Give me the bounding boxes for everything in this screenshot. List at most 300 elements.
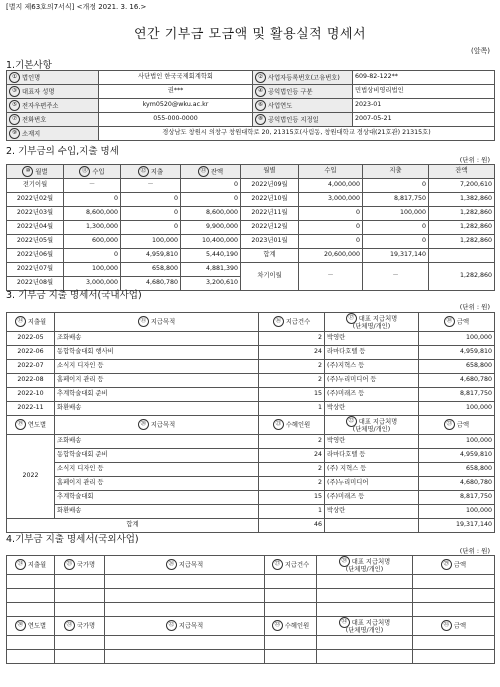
col-header-balance-text: 잔액 (210, 168, 224, 176)
income-cell: 0 (299, 221, 363, 235)
month-cell: 2023년01월 (241, 235, 299, 249)
item-number-label: ⑨ (9, 128, 20, 139)
overseas-unit-label: (단위 : 원) (459, 547, 490, 555)
item-number-label: ⑱ (444, 316, 455, 327)
count-cell: 2 (259, 373, 325, 387)
item-number-label: ① (9, 72, 20, 83)
col-header-recipient (317, 616, 413, 635)
overseas-empty-row (7, 574, 495, 588)
domestic-yearly-row (7, 462, 495, 476)
col-header-recipient (325, 415, 419, 434)
purpose-cell: 홈페이지 관리 등 (55, 373, 259, 387)
form-header-note: [별지 제63호의7서식] <개정 2021. 3. 16.> (6, 3, 147, 11)
empty-cell (317, 635, 413, 649)
income-unit-label: (단위 : 원) (459, 156, 490, 164)
amount-cell: 100,000 (419, 434, 495, 448)
empty-cell (265, 588, 317, 602)
count-cell: 1 (259, 504, 325, 518)
item-number-label: ⑩ (22, 166, 33, 177)
count-cell: 2 (259, 331, 325, 345)
total-label: 합계 (7, 518, 259, 532)
expense-cell: 8,817,750 (363, 193, 429, 207)
expense-cell: 0 (121, 207, 181, 221)
info-label (253, 113, 353, 127)
income-cell: 1,300,000 (64, 221, 121, 235)
col-header-purpose (55, 313, 259, 332)
col-header-recipient-text: 대표 지급처명 (단체명/개인) (352, 315, 398, 330)
domestic-row (7, 345, 495, 359)
expense-cell: 4,959,810 (121, 249, 181, 263)
address-value: 경상남도 창원시 의창구 창원대학로 20, 21315호(사림동, 창원대학교 경상대(21호관) 21315호) (99, 127, 495, 141)
col-header-income-text: 수입 (324, 167, 337, 175)
item-number-label: ⑰ (346, 313, 357, 324)
income-expense-table (6, 164, 495, 291)
month-cell: 2022년10월 (241, 193, 299, 207)
total-count: 46 (259, 518, 325, 532)
income-cell: 4,000,000 (299, 179, 363, 193)
empty-cell (105, 588, 265, 602)
carryover-balance: 1,282,860 (429, 263, 495, 291)
empty-cell (105, 649, 265, 663)
domestic-unit-label: (단위 : 원) (459, 303, 490, 311)
basic-info-table (6, 70, 495, 141)
purpose-cell: 화환배송 (55, 401, 259, 415)
expense-cell: 0 (363, 221, 429, 235)
item-number-label: ⑧ (255, 114, 266, 125)
count-cell: 1 (259, 401, 325, 415)
col-header-expense (121, 165, 181, 179)
col-header-year-text: 연도별 (27, 421, 47, 429)
item-number-label: ㉝ (272, 620, 283, 631)
col-header-beneficiaries (265, 616, 317, 635)
item-number-label: ㉚ (15, 620, 26, 631)
balance-cell: 3,200,610 (181, 277, 241, 291)
item-number-label: ② (255, 72, 266, 83)
domestic-yearly-row (7, 448, 495, 462)
total-balance (429, 249, 495, 263)
empty-cell (265, 574, 317, 588)
overseas-empty-row (7, 588, 495, 602)
col-header-country-text: 국가명 (76, 561, 96, 569)
info-label-text: 대표자 성명 (22, 88, 55, 96)
empty-cell (7, 588, 55, 602)
item-number-label: ㉓ (444, 419, 455, 430)
col-header-amount (413, 616, 495, 635)
domestic-expense-table (6, 312, 495, 533)
item-number-label: ④ (255, 86, 266, 97)
col-header-amount (419, 313, 495, 332)
recipient-cell: 라마다호텔 등 (325, 448, 419, 462)
amount-cell: 4,959,810 (419, 345, 495, 359)
income-header-row (7, 165, 495, 179)
income-row (7, 235, 495, 249)
expense-cell: 0 (121, 193, 181, 207)
info-value: 민법상비영리법인 (353, 85, 495, 99)
empty-cell (105, 635, 265, 649)
col-header-month (7, 556, 55, 575)
income-row (7, 193, 495, 207)
col-header-amount-text: 금액 (453, 561, 467, 569)
domestic-yearly-header-row (7, 415, 495, 434)
carryover-expense: － (363, 263, 429, 291)
recipient-cell: (주)누리미디어 (325, 476, 419, 490)
balance-cell: 10,400,000 (181, 235, 241, 249)
col-header-purpose (105, 556, 265, 575)
month-cell: 2022년05월 (7, 235, 64, 249)
month-cell: 2022-06 (7, 345, 55, 359)
empty-cell (265, 649, 317, 663)
col-header-balance (181, 165, 241, 179)
item-number-label: ㉕ (64, 559, 75, 570)
col-header-purpose-text: 지급목적 (150, 421, 176, 429)
income-row (7, 179, 495, 193)
item-number-label: ⑭ (15, 316, 26, 327)
domestic-yearly-row (7, 434, 495, 448)
col-header-balance (429, 165, 495, 179)
address-row (7, 127, 495, 141)
empty-cell (413, 574, 495, 588)
address-label-text: 소재지 (22, 130, 41, 138)
empty-cell (55, 574, 105, 588)
domestic-yearly-row (7, 490, 495, 504)
income-cell: 8,600,000 (64, 207, 121, 221)
balance-cell: 1,382,860 (429, 193, 495, 207)
month-cell: 2022년11월 (241, 207, 299, 221)
balance-cell: 5,440,190 (181, 249, 241, 263)
col-header-amount-text: 금액 (456, 421, 470, 429)
total-expense: 19,317,140 (363, 249, 429, 263)
info-value: kym0520@wku.ac.kr (99, 99, 253, 113)
col-header-expense-text: 지출 (389, 167, 402, 175)
col-header-balance-text: 잔액 (455, 167, 468, 175)
count-cell: 2 (259, 476, 325, 490)
carryover-income: － (299, 263, 363, 291)
section-domestic-title: 3. 기부금 지출 명세서(국내사업) (6, 290, 142, 301)
recipient-cell: 박상란 (325, 401, 419, 415)
total-empty (325, 518, 419, 532)
page-side-label: (앞쪽) (471, 47, 490, 55)
amount-cell: 4,680,780 (419, 476, 495, 490)
count-cell: 24 (259, 345, 325, 359)
balance-cell: 7,200,610 (429, 179, 495, 193)
info-label (7, 113, 99, 127)
domestic-row (7, 331, 495, 345)
item-number-label: ㉖ (166, 559, 177, 570)
info-label (7, 71, 99, 85)
info-label-text: 법인명 (22, 74, 41, 82)
expense-cell: 0 (121, 221, 181, 235)
income-cell: 0 (299, 235, 363, 249)
purpose-cell: 조화배송 (55, 434, 259, 448)
col-header-month-text: 지출월 (27, 318, 47, 326)
section-overseas-title: 4.기부금 지출 명세서(국외사업) (6, 534, 139, 545)
income-cell: 0 (299, 207, 363, 221)
income-row (7, 207, 495, 221)
info-label-text: 전자우편주소 (22, 102, 59, 110)
col-header-count (259, 313, 325, 332)
info-label (253, 85, 353, 99)
empty-cell (317, 602, 413, 616)
balance-cell: 1,282,860 (429, 207, 495, 221)
recipient-cell: (주)누리미디어 등 (325, 373, 419, 387)
item-number-label: ㉛ (64, 620, 75, 631)
empty-cell (55, 635, 105, 649)
empty-cell (265, 635, 317, 649)
income-row (7, 249, 495, 263)
col-header-country (55, 556, 105, 575)
item-number-label: ㉜ (166, 620, 177, 631)
recipient-cell: (주) 지혁스 등 (325, 462, 419, 476)
amount-cell: 100,000 (419, 401, 495, 415)
info-value: 055-000-0000 (99, 113, 253, 127)
col-header-purpose-text: 지급목적 (150, 318, 176, 326)
col-header-year (7, 415, 55, 434)
amount-cell: 4,680,780 (419, 373, 495, 387)
amount-cell: 4,959,810 (419, 448, 495, 462)
col-header-year (7, 616, 55, 635)
recipient-cell: 박영란 (325, 331, 419, 345)
info-value: 권*** (99, 85, 253, 99)
item-number-label: ⑪ (79, 166, 90, 177)
balance-cell: 4,881,390 (181, 263, 241, 277)
domestic-yearly-row (7, 476, 495, 490)
info-label (253, 71, 353, 85)
overseas-expense-table (6, 555, 495, 664)
purpose-cell: 홈페이지 관리 등 (55, 476, 259, 490)
item-number-label: ⑦ (9, 114, 20, 125)
item-number-label: ㉑ (273, 419, 284, 430)
info-label (253, 99, 353, 113)
purpose-cell: 화환배송 (55, 504, 259, 518)
col-header-month (241, 165, 299, 179)
recipient-cell: 박영란 (325, 434, 419, 448)
col-header-month (7, 165, 64, 179)
empty-cell (55, 602, 105, 616)
domestic-row (7, 401, 495, 415)
month-cell: 2022-10 (7, 387, 55, 401)
purpose-cell: 소식지 디자인 등 (55, 462, 259, 476)
month-cell: 2022년06월 (7, 249, 64, 263)
amount-cell: 8,817,750 (419, 387, 495, 401)
empty-cell (265, 602, 317, 616)
amount-cell: 8,817,750 (419, 490, 495, 504)
income-cell: 0 (64, 249, 121, 263)
purpose-cell: 동합학술대회 행사비 (55, 345, 259, 359)
domestic-header-row (7, 313, 495, 332)
domestic-yearly-row (7, 504, 495, 518)
col-header-amount (419, 415, 495, 434)
info-value: 2007-05-21 (353, 113, 495, 127)
item-number-label: ⑤ (9, 100, 20, 111)
purpose-cell: 동합학술대회 준비 (55, 448, 259, 462)
section-basic-title: 1.기본사항 (6, 60, 52, 71)
col-header-country (55, 616, 105, 635)
count-cell: 2 (259, 462, 325, 476)
count-cell: 15 (259, 387, 325, 401)
item-number-label: ⑮ (138, 316, 149, 327)
col-header-expense-text: 지출 (150, 168, 164, 176)
domestic-row (7, 373, 495, 387)
empty-cell (55, 588, 105, 602)
month-cell: 2022년12월 (241, 221, 299, 235)
empty-cell (413, 602, 495, 616)
col-header-purpose-text: 지급목적 (178, 622, 204, 630)
month-cell: 2022-11 (7, 401, 55, 415)
amount-cell: 100,000 (419, 504, 495, 518)
info-label-text: 전화번호 (22, 116, 47, 124)
empty-cell (317, 574, 413, 588)
income-cell: 3,000,000 (299, 193, 363, 207)
col-header-month-text: 월별 (35, 168, 48, 176)
amount-cell: 100,000 (419, 331, 495, 345)
carryover-label: 차기이월 (241, 263, 299, 291)
col-header-beneficiaries (259, 415, 325, 434)
balance-cell: 1,282,860 (429, 235, 495, 249)
expense-cell: 100,000 (121, 235, 181, 249)
expense-cell: 0 (363, 235, 429, 249)
recipient-cell: 라마다호텔 등 (325, 345, 419, 359)
info-value: 사단법인 한국국제회계학회 (99, 71, 253, 85)
col-header-recipient-text: 대표 지급처명 (단체명/개인) (345, 558, 391, 573)
month-cell: 전기이월 (7, 179, 64, 193)
income-cell: 0 (64, 193, 121, 207)
info-row (7, 85, 495, 99)
col-header-count-text: 지급건수 (285, 318, 311, 326)
year-cell: 2022 (7, 434, 55, 518)
month-cell: 2022년02월 (7, 193, 64, 207)
balance-cell: 9,900,000 (181, 221, 241, 235)
empty-cell (7, 649, 55, 663)
item-number-label: ③ (9, 86, 20, 97)
col-header-recipient-text: 대표 지급처명 (단체명/개인) (352, 418, 398, 433)
overseas-empty-row (7, 649, 495, 663)
col-header-income (64, 165, 121, 179)
empty-cell (7, 635, 55, 649)
month-cell: 2022-07 (7, 359, 55, 373)
empty-cell (413, 649, 495, 663)
col-header-year-text: 연도별 (27, 622, 47, 630)
empty-cell (55, 649, 105, 663)
col-header-amount (413, 556, 495, 575)
item-number-label: ⑬ (198, 166, 209, 177)
info-label-text: 사업자등록번호(고유번호) (268, 74, 340, 82)
overseas-empty-row (7, 602, 495, 616)
balance-cell: 0 (181, 193, 241, 207)
empty-cell (105, 602, 265, 616)
col-header-beneficiaries-text: 수혜인원 (284, 622, 310, 630)
count-cell: 2 (259, 359, 325, 373)
empty-cell (413, 588, 495, 602)
item-number-label: ㉔ (15, 559, 26, 570)
info-row (7, 99, 495, 113)
item-number-label: ㉗ (272, 559, 283, 570)
item-number-label: ⑲ (15, 419, 26, 430)
total-label: 합계 (241, 249, 299, 263)
month-cell: 2022-08 (7, 373, 55, 387)
info-label-text: 공익법인등 지정일 (268, 116, 319, 124)
purpose-cell: 추계학술대회 (55, 490, 259, 504)
col-header-amount-text: 금액 (453, 622, 467, 630)
income-row (7, 221, 495, 235)
info-value: 609-82-122** (353, 71, 495, 85)
count-cell: 15 (259, 490, 325, 504)
empty-cell (105, 574, 265, 588)
count-cell: 2 (259, 434, 325, 448)
expense-cell: 658,800 (121, 263, 181, 277)
income-cell: 3,000,000 (64, 277, 121, 291)
col-header-expense (363, 165, 429, 179)
purpose-cell: 조화배송 (55, 331, 259, 345)
col-header-count-text: 지급건수 (284, 561, 310, 569)
balance-cell: 1,282,860 (429, 221, 495, 235)
total-income: 20,600,000 (299, 249, 363, 263)
info-row (7, 113, 495, 127)
page-title: 연간 기부금 모금액 및 활용실적 명세서 (133, 27, 367, 42)
item-number-label: ⑯ (273, 316, 284, 327)
count-cell: 24 (259, 448, 325, 462)
balance-cell: 0 (181, 179, 241, 193)
item-number-label: ⑥ (255, 100, 266, 111)
month-cell: 2022년04월 (7, 221, 64, 235)
item-number-label: ⑳ (138, 419, 149, 430)
amount-cell: 658,800 (419, 462, 495, 476)
total-amount: 19,317,140 (419, 518, 495, 532)
col-header-purpose (105, 616, 265, 635)
col-header-purpose (55, 415, 259, 434)
overseas-yearly-header-row (7, 616, 495, 635)
empty-cell (7, 574, 55, 588)
col-header-amount-text: 금액 (456, 318, 470, 326)
col-header-recipient-text: 대표 지급처명 (단체명/개인) (345, 619, 391, 634)
col-header-recipient (317, 556, 413, 575)
recipient-cell: (주)미래즈 등 (325, 490, 419, 504)
month-cell: 2022년07월 (7, 263, 64, 277)
col-header-month (7, 313, 55, 332)
empty-cell (317, 649, 413, 663)
income-cell: 600,000 (64, 235, 121, 249)
income-cell: － (64, 179, 121, 193)
col-header-month-text: 지출월 (27, 561, 47, 569)
amount-cell: 658,800 (419, 359, 495, 373)
month-cell: 2022년08월 (7, 277, 64, 291)
empty-cell (7, 602, 55, 616)
col-header-purpose-text: 지급목적 (178, 561, 204, 569)
info-label-text: 공익법인등 구분 (268, 88, 313, 96)
col-header-country-text: 국가명 (76, 622, 96, 630)
expense-cell: － (121, 179, 181, 193)
expense-cell: 0 (363, 179, 429, 193)
overseas-empty-row (7, 635, 495, 649)
info-label (7, 85, 99, 99)
address-label (7, 127, 99, 141)
expense-cell: 100,000 (363, 207, 429, 221)
col-header-beneficiaries-text: 수혜인원 (285, 421, 311, 429)
recipient-cell: 박상란 (325, 504, 419, 518)
balance-cell: 8,600,000 (181, 207, 241, 221)
col-header-income (299, 165, 363, 179)
info-label (7, 99, 99, 113)
item-number-label: ⑫ (138, 166, 149, 177)
empty-cell (413, 635, 495, 649)
recipient-cell: (주)미래즈 등 (325, 387, 419, 401)
info-value: 2023-01 (353, 99, 495, 113)
overseas-header-row (7, 556, 495, 575)
month-cell: 2022-05 (7, 331, 55, 345)
item-number-label: ㉙ (441, 559, 452, 570)
col-header-count (265, 556, 317, 575)
domestic-row (7, 359, 495, 373)
info-label-text: 사업연도 (268, 102, 293, 110)
